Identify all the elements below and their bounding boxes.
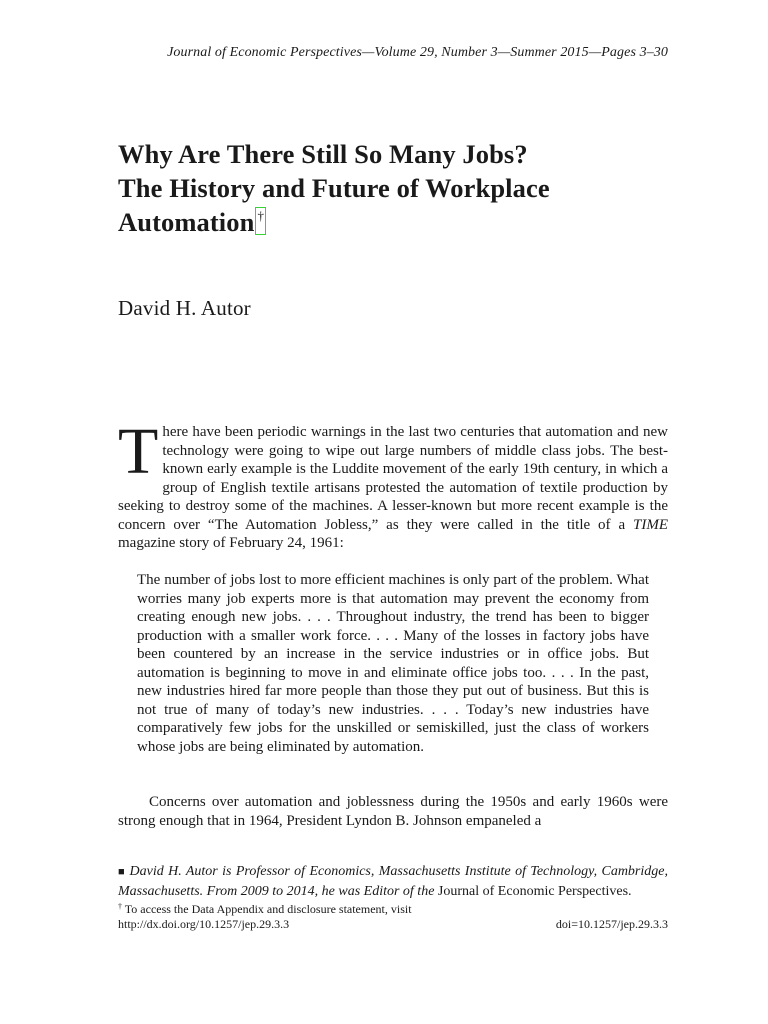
title-line-2: The History and Future of Workplace: [118, 173, 550, 203]
title-footnote-link[interactable]: †: [255, 207, 266, 235]
opening-text: here have been periodic warnings in the last two centuries that automation and new technology were going to wipe out large numbers of middle class jobs. The best-known early example is the Luddite movement of the early 19th century, in which a group of English textile artisans protested the automation of textile production by seeking to destroy some of the machines. A lesser-known but more recent example is the concern over “The Automation Jobless,” as they were called in the title of a: [118, 424, 668, 533]
data-appendix-link[interactable]: http://dx.doi.org/10.1257/jep.29.3.3: [118, 917, 290, 931]
second-paragraph: Concerns over automation and joblessness during the 1950s and early 1960s were strong enough that in 1964, President Lyndon B. Johnson empaneled a: [118, 794, 668, 829]
article-title: [118, 137, 678, 239]
opening-text-end: magazine story of February 24, 1961:: [118, 535, 344, 551]
author-note: [118, 862, 668, 901]
title-line-3-text: Automation: [118, 207, 255, 237]
running-head: Journal of Economic Perspectives—Volume 29, Number 3—Summer 2015—Pages 3–30: [167, 45, 668, 60]
block-quote: The number of jobs lost to more efficient machines is only part of the problem. What worries many job experts more is that automation may prevent the economy from creating enough new jobs. . . . Throughout industry, the trend has been to bigger production with a smaller work force. . . . Many of the losses in factory jobs have been countered by an increase in the service industries or in office jobs. But automation is beginning to move in and eliminate office jobs too. . . . In the past, new industries hired far more people than those they put out of business. But this is not true of many of today’s new industries. . . . Today’s new industries have comparatively few jobs for the unskilled or semiskilled, just the class of workers whose jobs are being eliminated by automation.: [137, 572, 649, 755]
author-affiliation: David H. Autor is Professor of Economics, Massachusetts Institute of Technology, Cambridge, Massachusetts. From 2009 to 2014, he was Editor of the: [118, 864, 668, 899]
title-line-1: Why Are There Still So Many Jobs?: [118, 139, 528, 169]
square-bullet-icon: ■: [118, 866, 126, 878]
journal-name: Journal of Economic Perspectives.: [437, 884, 632, 899]
opening-paragraph: [118, 415, 668, 553]
title-line-3: [118, 205, 678, 239]
time-magazine-name: TIME: [633, 516, 668, 533]
dagger-note-text: To access the Data Appendix and disclosure statement, visit: [124, 902, 412, 916]
doi-label: doi=10.1257/jep.29.3.3: [555, 917, 668, 931]
author-name: David H. Autor: [118, 296, 251, 320]
dagger-marker: †: [118, 902, 122, 911]
drop-cap: T: [118, 415, 159, 488]
